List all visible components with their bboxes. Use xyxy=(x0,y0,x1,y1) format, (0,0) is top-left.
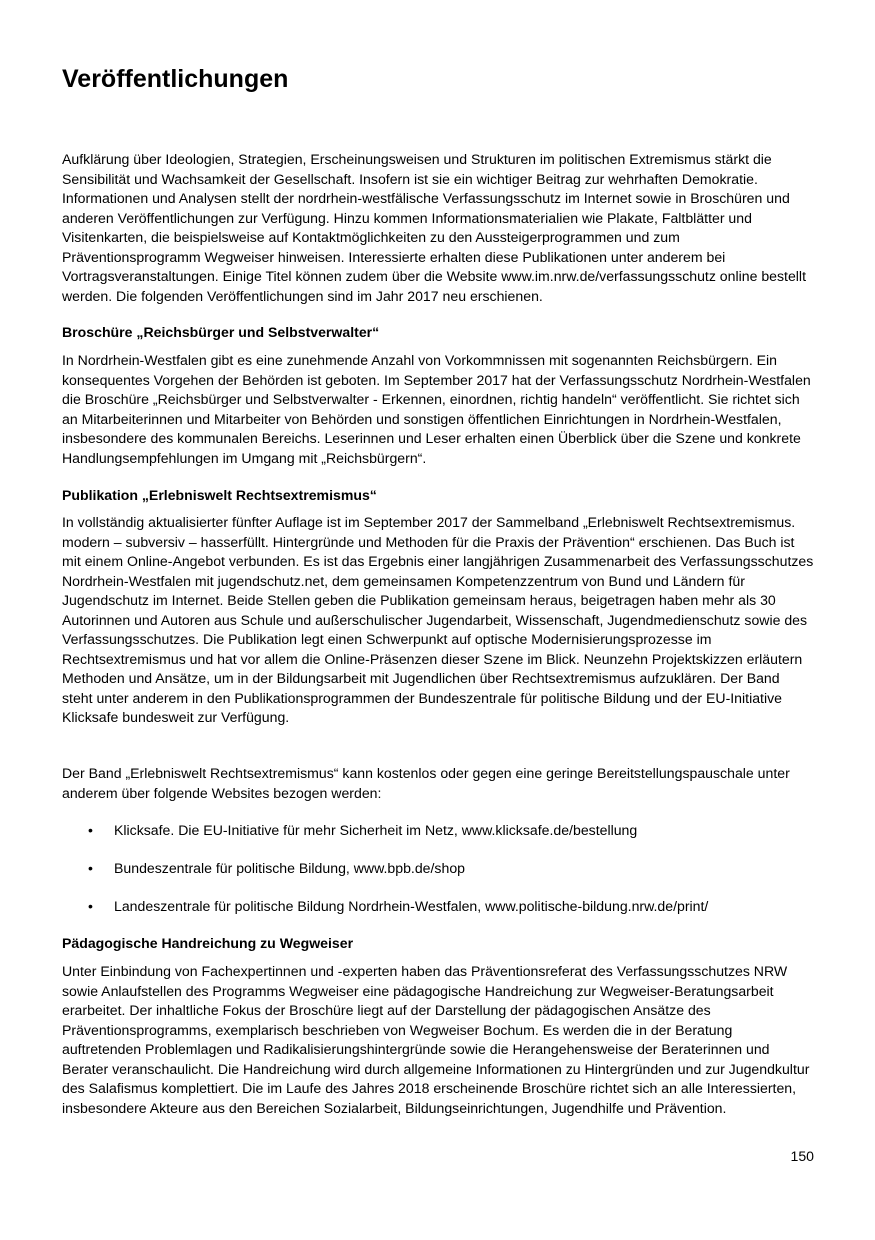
intro-paragraph: Aufklärung über Ideologien, Strategien, Erscheinungsweisen und Strukturen im politischen Extremismus stärkt die Sensibilität und Wachsamkeit der Gesellschaft. Insofern ist sie ein wichtiger Beitrag zur wehrhaften Demokratie. Informationen und Analysen stellt der nordrhein-westfälische Verfassungsschutz im Internet sowie in Broschüren und anderen Veröffentlichungen zur Verfügung. Hinzu kommen Informationsmaterialien wie Plakate, Faltblätter und Visitenkarten, die beispielsweise auf Kontaktmöglichkeiten zu den Aussteigerprogrammen und zum Präventionsprogramm Wegweiser hinweisen. Interessierte erhalten diese Publikationen unter anderem bei Vortragsveranstaltungen. Einige Titel können zudem über die Website www.im.nrw.de/verfassungsschutz online bestellt werden. Die folgenden Veröffentlichungen sind im Jahr 2017 neu erschienen. xyxy=(62,151,806,304)
bullet-icon: • xyxy=(88,822,93,838)
list-item-text: Bundeszentrale für politische Bildung, www.bpb.de/shop xyxy=(114,860,465,876)
bullet-icon: • xyxy=(88,860,93,876)
section-heading-wegweiser: Pädagogische Handreichung zu Wegweiser xyxy=(62,935,354,951)
page-number: 150 xyxy=(790,1148,814,1164)
section-paragraph-wegweiser: Unter Einbindung von Fachexpertinnen und -experten haben das Präventionsreferat des Verfassungsschutzes NRW sowie Anlaufstellen des Programms Wegweiser eine pädagogische Handreichung zur Wegweiser-Beratungsarbeit erarbeitet. Der inhaltliche Fokus der Broschüre liegt auf der Darstellung der pädagogischen Ansätze des Präventionsprogramms, exemplarisch beschrieben von Wegweiser Bochum. Es werden die in der Beratung auftretenden Problemlagen und Radikalisierungshintergründe sowie die Herangehensweise der Beraterinnen und Berater veranschaulicht. Die Handreichung wird durch allgemeine Informationen zu Hintergründen und zur Jugendkultur des Salafismus komplettiert. Die im Laufe des Jahres 2018 erscheinende Broschüre richtet sich an alle Interessierten, insbesondere Akteure aus den Bereichen Sozialarbeit, Bildungseinrichtungen, Jugendhilfe und Prävention. xyxy=(62,963,810,1116)
list-item-text: Landeszentrale für politische Bildung Nordrhein-Westfalen, www.politische-bildung.nrw.de/print/ xyxy=(114,898,709,914)
section-paragraph-reichsbuerger: In Nordrhein-Westfalen gibt es eine zunehmende Anzahl von Vorkommnissen mit sogenannten Reichsbürgern. Ein konsequentes Vorgehen der Behörden ist geboten. Im September 2017 hat der Verfassungsschutz Nordrhein-Westfalen die Broschüre „Reichsbürger und Selbstverwalter - Erkennen, einordnen, richtig handeln“ veröffentlicht. Sie richtet sich an Mitarbeiterinnen und Mitarbeiter von Behörden und sonstigen öffentlichen Einrichtungen in Nordrhein-Westfalen, insbesondere des kommunalen Bereichs. Leserinnen und Leser erhalten einen Überblick über die Szene und konkrete Handlungsempfehlungen im Umgang mit „Reichsbürgern“. xyxy=(62,352,811,466)
section-heading-reichsbuerger: Broschüre „Reichsbürger und Selbstverwalter“ xyxy=(62,324,380,340)
page-title: Veröffentlichungen xyxy=(62,65,289,93)
section-paragraph-erlebniswelt: In vollständig aktualisierter fünfter Auflage ist im September 2017 der Sammelband „Erlebniswelt Rechtsextremismus. modern – subversiv – hasserfüllt. Hintergründe und Methoden für die Praxis der Prävention“ erschienen. Das Buch ist mit einem Online-Angebot verbunden. Es ist das Ergebnis einer langjährigen Zusammenarbeit des Verfassungsschutzes Nordrhein-Westfalen mit jugendschutz.net, dem gemeinsamen Kompetenzzentrum von Bund und Ländern für Jugendschutz im Internet. Beide Stellen geben die Publikation gemeinsam heraus, beigetragen haben mehr als 30 Autorinnen und Autoren aus Schule und außerschulischer Jugendarbeit, Wissenschaft, Jugendmedienschutz sowie des Verfassungsschutzes. Die Publikation legt einen Schwerpunkt auf optische Modernisierungsprozesse im Rechtsextremismus und hat vor allem die Online-Präsenzen dieser Szene im Blick. Neunzehn Projektskizzen erläutern Methoden und Ansätze, um in der Bildungsarbeit mit Jugendlichen über Rechtsextremismus aufzuklären. Der Band steht unter anderem in den Publikationsprogrammen der Bundeszentrale für politische Bildung und der EU-Initiative Klicksafe bundesweit zur Verfügung. xyxy=(62,514,814,725)
section-paragraph-erlebniswelt-websites: Der Band „Erlebniswelt Rechtsextremismus“ kann kostenlos oder gegen eine geringe Bereitstellungspauschale unter anderem über folgende Websites bezogen werden: xyxy=(62,765,790,801)
section-heading-erlebniswelt: Publikation „Erlebniswelt Rechtsextremismus“ xyxy=(62,487,377,503)
bullet-icon: • xyxy=(88,898,93,914)
list-item-text: Klicksafe. Die EU-Initiative für mehr Sicherheit im Netz, www.klicksafe.de/bestellung xyxy=(114,822,638,838)
